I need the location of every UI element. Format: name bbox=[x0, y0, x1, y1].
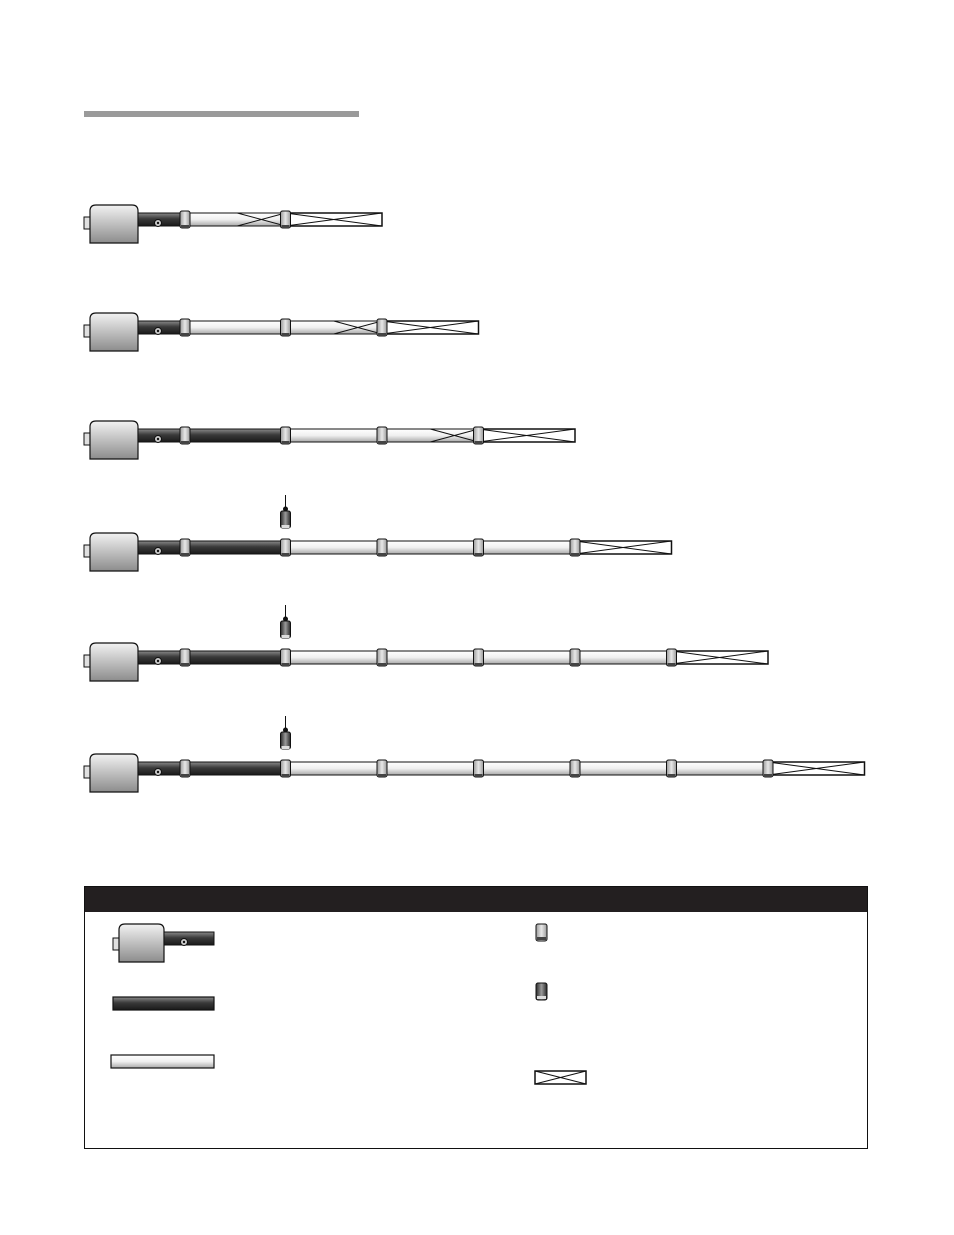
dark-tube-icon bbox=[113, 997, 214, 1010]
light-tube-icon bbox=[111, 1055, 214, 1068]
burner-icon bbox=[113, 924, 214, 962]
light-hanger-icon bbox=[536, 924, 547, 941]
end-tube-icon bbox=[535, 1071, 586, 1084]
dark-hanger-icon bbox=[536, 983, 547, 1000]
